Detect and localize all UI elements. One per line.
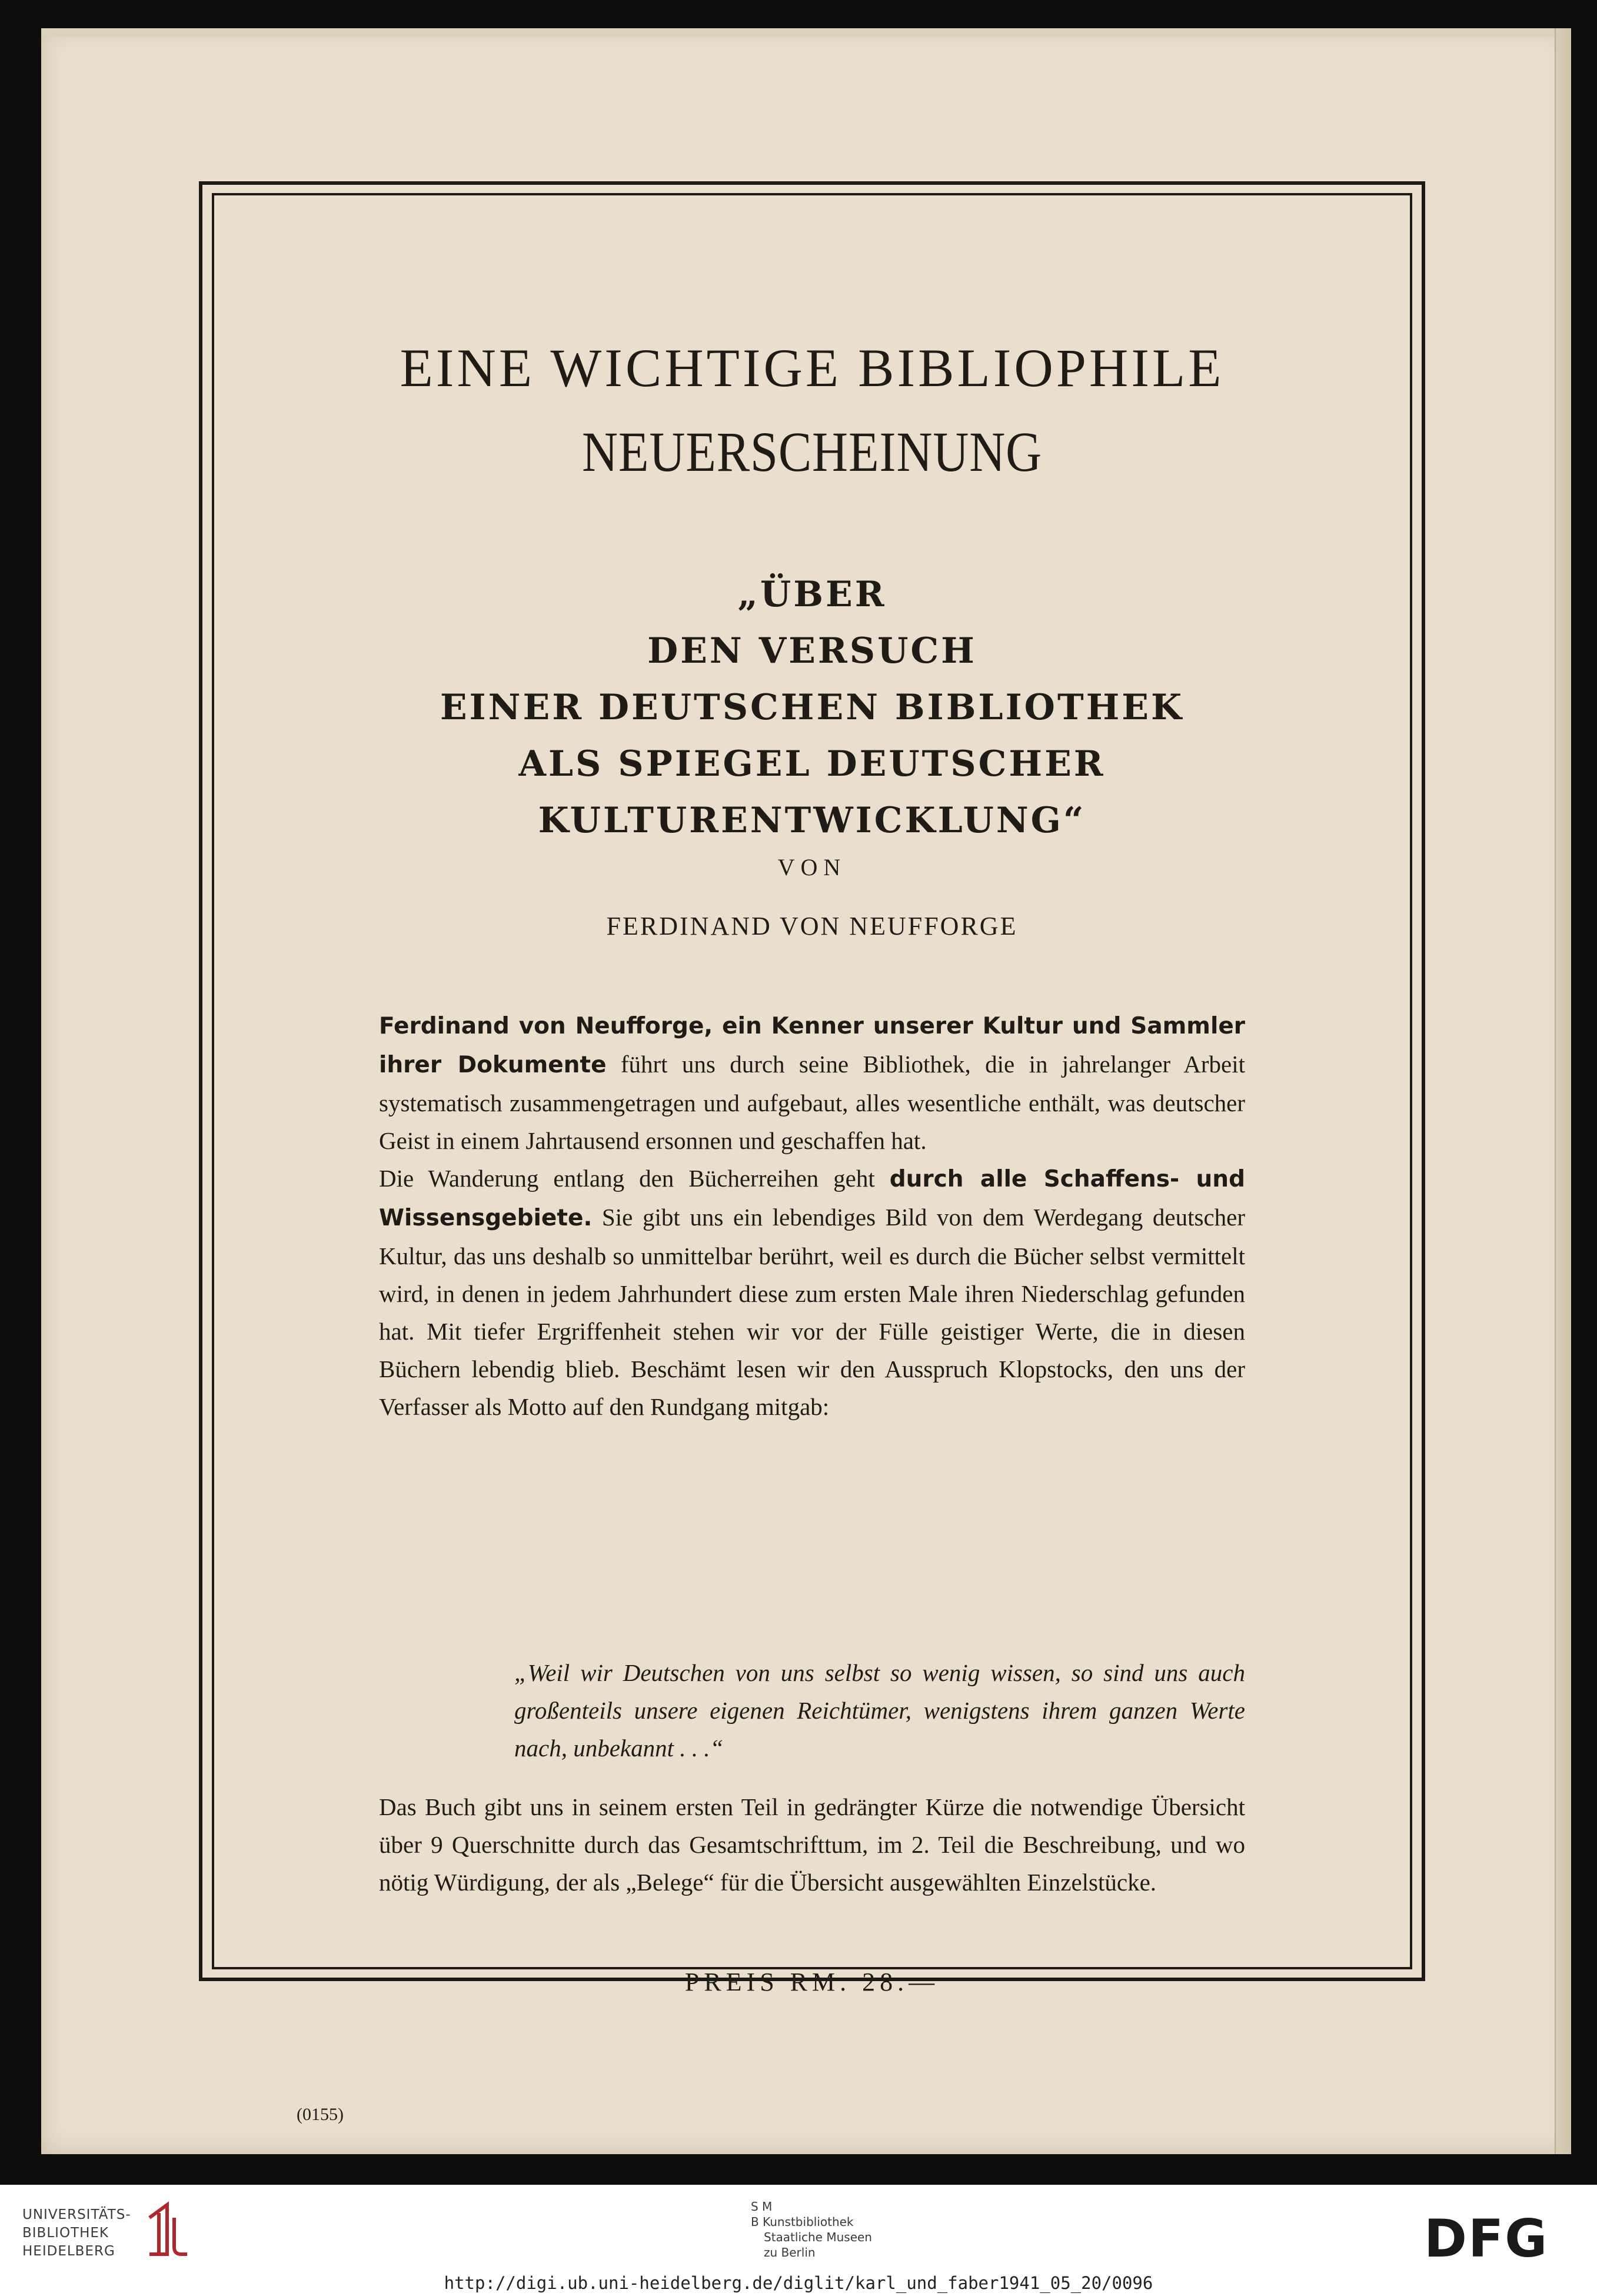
inner-frame: [212, 193, 1412, 2124]
book-title: [273, 566, 1351, 849]
price-line: PREIS RM. 28.—: [684, 1968, 940, 1996]
scanned-page: [41, 28, 1571, 2154]
ub-heidelberg-logo-icon[interactable]: [144, 2200, 189, 2259]
smb-logo-line: B Kunstbibliothek: [751, 2215, 854, 2229]
von-label: VON: [777, 854, 847, 880]
book-title-line: DEN VERSUCH: [647, 630, 977, 672]
paragraph-1: [379, 1006, 1245, 1159]
double-frame: [199, 181, 1425, 2124]
smb-logo-line: S M: [751, 2199, 773, 2214]
document-url[interactable]: http://digi.ub.uni-heidelberg.de/diglit/karl_und_faber1941_05_20/0096: [444, 2273, 1153, 2293]
paragraph-2: [379, 1159, 1245, 1426]
paragraph-2-start: Die Wanderung entlang den Bücherreihen geht: [379, 1165, 890, 1192]
ub-logo-line: HEIDELBERG: [22, 2244, 115, 2259]
description-paragraphs: [379, 1006, 1245, 1426]
paragraph-2-bold: durch alle Schaffens- und Wissensgebiete.: [379, 1166, 1245, 1231]
paragraph-1-bold: Ferdinand von Neufforge, ein Kenner unserer Kultur und Sammler ihrer Dokumente: [379, 1013, 1245, 1078]
smb-logo-line: Staatliche Museen: [764, 2230, 872, 2244]
headline-line-1: EINE WICHTIGE BIBLIOPHILE: [400, 338, 1225, 398]
book-title-line: KULTURENTWICKLUNG“: [538, 800, 1086, 841]
ub-logo-line: UNIVERSITÄTS-: [22, 2207, 131, 2222]
paragraph-1-text: führt uns durch seine Bibliothek, die in jahrelanger Arbeit systematisch zusammengetragen und aufgebaut, alles wesentliche enthält, was deutscher Geist in einem Jahrtausend ersonnen und geschaffen hat.: [379, 1051, 1245, 1154]
paragraph-3: Das Buch gibt uns in seinem ersten Teil in gedrängter Kürze die notwendige Übersicht über 9 Querschnitte durch das Gesamtschrifttum, im 2. Teil die Beschreibung, und wo nötig Würdigung, der als „Belege“ für die Übersicht ausgewählten Einzelstücke.: [379, 1793, 1245, 1896]
dfg-logo[interactable]: DFG: [1424, 2208, 1549, 2269]
catalog-number: (0155): [297, 2105, 344, 2124]
headline-line-2: NEUERSCHEINUNG: [581, 420, 1042, 483]
ub-heidelberg-logo-text[interactable]: [22, 2206, 131, 2261]
book-title-line: EINER DEUTSCHEN BIBLIOTHEK: [440, 687, 1185, 728]
book-title-line: „ÜBER: [737, 574, 887, 615]
author-name: FERDINAND VON NEUFFORGE: [606, 912, 1018, 941]
paragraph-2-text: Sie gibt uns ein lebendiges Bild von dem Werdegang deutscher Kultur, das uns deshalb so unmittelbar berührt, weil es durch die Bücher selbst vermittelt wird, in denen in jedem Jahrhundert diese zum ersten Male ihren Niederschlag gefunden hat. Mit tiefer Ergriffenheit stehen wir vor der Fülle geistiger Werte, die in diesen Büchern lebendig blieb. Beschämt lesen wir den Ausspruch Klopstocks, den uns der Verfasser als Motto auf den Rundgang mitgab:: [379, 1204, 1245, 1420]
smb-kunstbibliothek-logo[interactable]: [751, 2199, 872, 2260]
ub-logo-line: BIBLIOTHEK: [22, 2225, 109, 2241]
book-title-line: ALS SPIEGEL DEUTSCHER: [518, 743, 1106, 785]
smb-logo-line: zu Berlin: [764, 2245, 816, 2260]
page-top-edge: [41, 28, 1571, 36]
page-right-edge: [1555, 28, 1571, 2154]
klopstock-quote: „Weil wir Deutschen von uns selbst so wenig wissen, so sind uns auch großenteils unsere eigenen Reichtümer, wenigstens ihrem ganzen Werte nach, unbekannt . . .“: [514, 1659, 1245, 1762]
viewer-footer: [0, 2185, 1597, 2296]
advertisement-content: [273, 195, 1351, 2124]
